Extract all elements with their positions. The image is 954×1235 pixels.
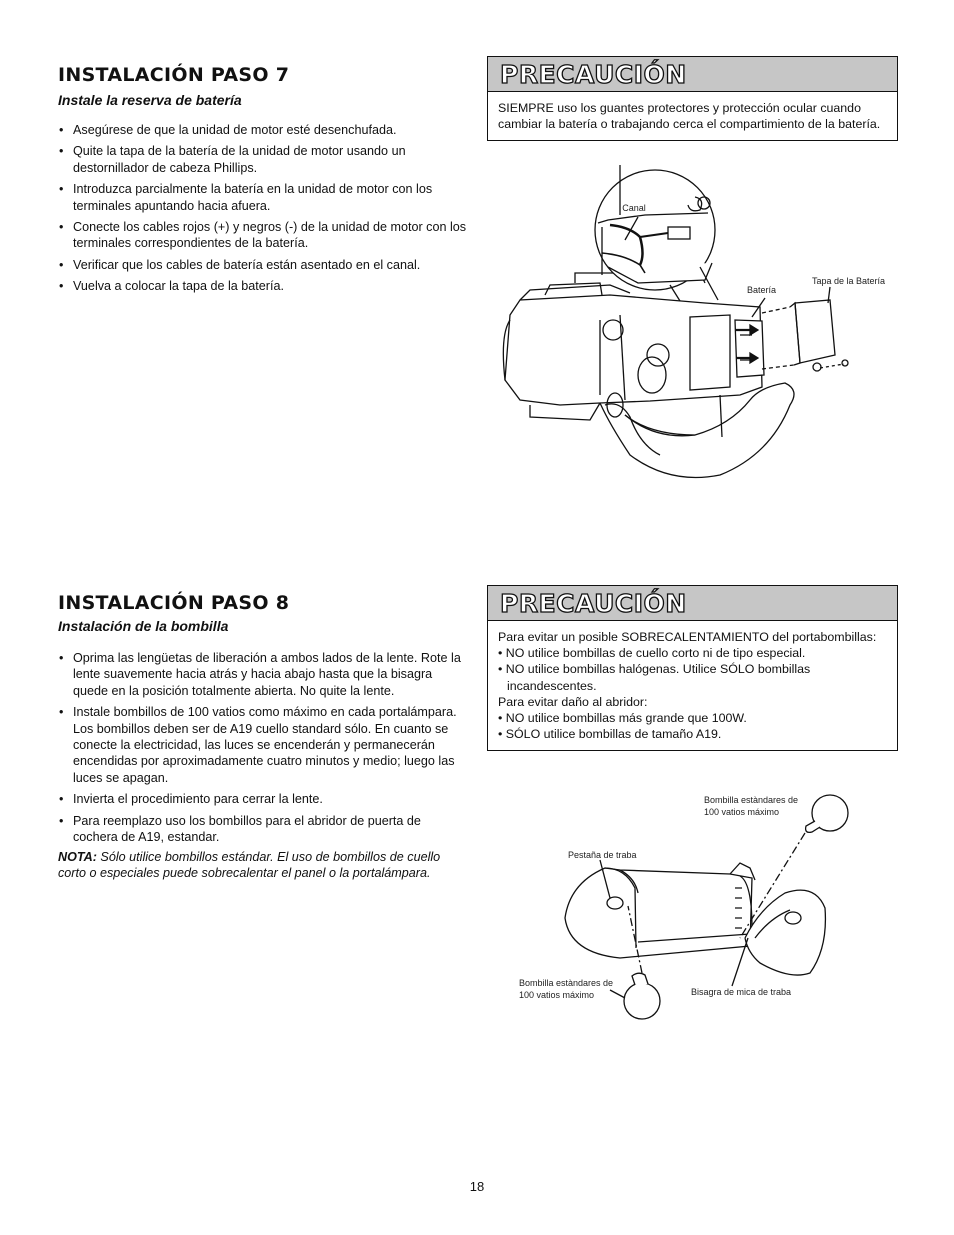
caution-heading: PRECAUCIÓN — [500, 59, 687, 89]
step7-caution-box — [487, 56, 898, 141]
battery-cover — [795, 300, 835, 363]
label-channel: Canal — [622, 203, 646, 213]
label-bulb-top-line1: Bombilla estàndares de — [704, 795, 799, 805]
step8-subtitle: Instalación de la bombilla — [58, 618, 229, 634]
motor-unit-body — [505, 295, 762, 405]
battery-installation-figure — [490, 155, 900, 490]
list-item: • Conecte los cables rojos (+) y negros (-) de la unidad de motor con los terminales correspondientes de la batería. — [58, 219, 468, 252]
caution-line: Para evitar un posible SOBRECALENTAMIENTO del portabombillas: — [498, 630, 877, 644]
list-item: • Invierta el procedimiento para cerrar la lente. — [58, 791, 468, 807]
caution-header — [488, 586, 897, 621]
step8-note — [58, 849, 458, 882]
list-item: • Asegúrese de que la unidad de motor esté desenchufada. — [58, 122, 468, 138]
caution-header — [488, 57, 897, 92]
step7-subtitle: Instale la reserva de batería — [58, 92, 242, 108]
caution-line: • SÓLO utilice bombillas de tamaño A19. — [498, 727, 722, 742]
page-number: 18 — [469, 1179, 485, 1194]
list-item: • Verificar que los cables de batería están asentado en el canal. — [58, 257, 468, 273]
list-item: • Oprima las lengüetas de liberación a ambos lados de la lente. Rote la lente suavemente hacia atrás y hacia abajo hasta que la bisagra quede en la posición totalmente abierta. No quite la lente. — [58, 650, 468, 699]
step8-caution-box — [487, 585, 898, 751]
list-item: • Introduzca parcialmente la batería en la unidad de motor con los terminales apuntando hacia afuera. — [58, 181, 468, 214]
step7-bullet-list — [58, 122, 468, 300]
list-item: • Instale bombillos de 100 vatios como máximo en cada portalámpara. Los bombillos deben ser de A19 cuello standard sólo. En cuanto se conecte la electricidad, las luces se encenderán y permanecerán encendidas por aproximadamente cuatro minutos y medio; luego las luces se apagan. — [58, 704, 468, 786]
label-bulb-bottom-line2: 100 vatios máximo — [519, 990, 595, 1000]
label-bulb-top-line2: 100 vatios máximo — [704, 807, 780, 817]
bulb-bottom — [624, 983, 660, 1019]
caution-line: • NO utilice bombillas halógenas. Utilice SÓLO bombillas — [498, 662, 811, 677]
caution-heading: PRECAUCIÓN — [500, 588, 687, 618]
list-item: • Vuelva a colocar la tapa de la batería. — [58, 278, 468, 294]
step8-title: INSTALACIÓN PASO 8 — [58, 592, 290, 614]
caution-line: incandescentes. — [507, 678, 597, 693]
caution-body — [488, 92, 897, 140]
caution-line: • NO utilice bombillas más grande que 100W. — [498, 711, 747, 726]
list-item: • Quite la tapa de la batería de la unidad de motor usando un destornillador de cabeza Phillips. — [58, 143, 468, 176]
step8-bullet-list — [58, 650, 468, 850]
note-text: Sólo utilice bombillos estándar. El uso de bombillos de cuello corto o especiales puede sobrecalentar el panel o la portalámpara. — [58, 850, 441, 881]
label-battery-cover: Tapa de la Batería — [812, 276, 886, 286]
caution-line: • NO utilice bombillas de cuello corto ni de tipo especial. — [498, 646, 806, 661]
label-battery: Batería — [747, 285, 777, 295]
note-label: NOTA: — [58, 850, 97, 864]
label-latch-tab: Pestaña de traba — [568, 850, 637, 860]
light-housing — [565, 868, 752, 958]
caution-body — [488, 621, 897, 750]
caution-line: Para evitar daño al abridor: — [498, 694, 648, 709]
label-bulb-bottom-line1: Bombilla estàndares de — [519, 978, 614, 988]
label-hinge: Bisagra de mica de traba — [691, 987, 792, 997]
caution-text: SIEMPRE uso los guantes protectores y protección ocular cuando cambiar la batería o trabajando cerca el compartimiento de la batería. — [498, 101, 881, 132]
open-lens — [745, 890, 825, 975]
list-item: • Para reemplazo uso los bombillos para el abridor de puerta de cochera de A19, estandar. — [58, 813, 468, 846]
step7-title: INSTALACIÓN PASO 7 — [58, 64, 290, 86]
bulb-installation-figure — [510, 788, 860, 1033]
